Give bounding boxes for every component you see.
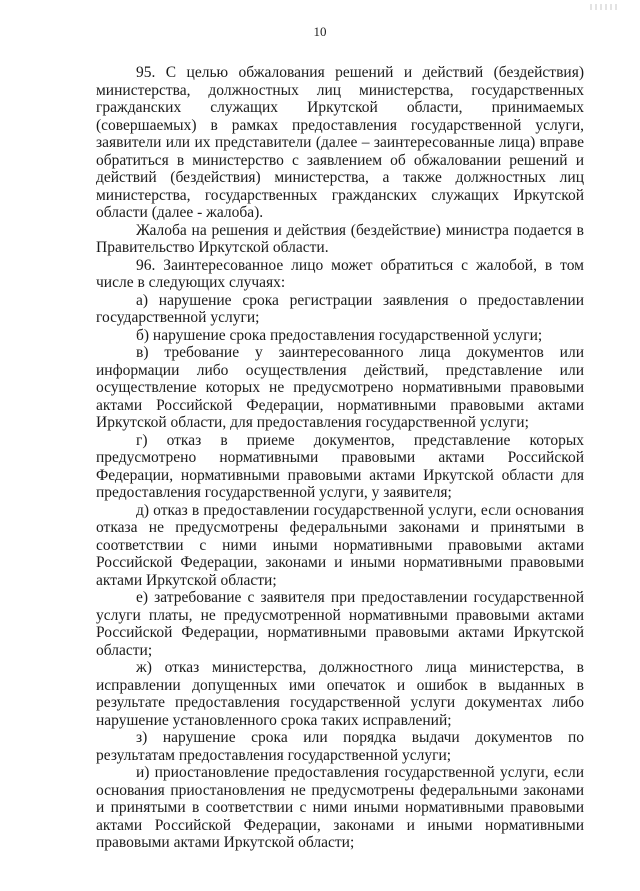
list-item-g: г) отказ в приеме документов, представление которых предусмотрено нормативными правовыми актами Российской Федерации, нормативными правовыми актами Иркутской области для предоставления государственной услуги, у заявителя; <box>96 431 584 501</box>
paragraph-96: 96. Заинтересованное лицо может обратиться с жалобой, в том числе в следующих случаях: <box>96 256 584 291</box>
list-item-e: е) затребование с заявителя при предоставлении государственной услуги платы, не предусмотренной нормативными правовыми актами Российской Федерации, нормативными правовыми актами Иркутской области; <box>96 589 584 659</box>
document-body <box>96 64 584 852</box>
list-item-a: а) нарушение срока регистрации заявления о предоставлении государственной услуги; <box>96 291 584 326</box>
page-number: 10 <box>313 24 327 39</box>
list-item-v: в) требование у заинтересованного лица документов или информации либо осуществления действий, представление или осуществление которых не предусмотрено нормативными правовыми актами Российской Федерации, нормативными правовыми актами Иркутской области, для предоставления государственной услуги; <box>96 344 584 431</box>
list-item-d: д) отказ в предоставлении государственной услуги, если основания отказа не предусмотрены федеральными законами и принятыми в соответствии с ними иными нормативными правовыми актами Российской Федерации, законами и иными нормативными правовыми актами Иркутской области; <box>96 501 584 589</box>
list-item-b: б) нарушение срока предоставления государственной услуги; <box>136 326 543 344</box>
scan-artifact <box>590 4 618 10</box>
list-item-i: и) приостановление предоставления государственной услуги, если основания приостановления не предусмотрены федеральными законами и принятыми в соответствии с ними иными нормативными правовыми актами Российской Федерации, законами и иными нормативными правовыми актами Иркутской области; <box>96 764 584 851</box>
list-item-z: з) нарушение срока или порядка выдачи документов по результатам предоставления государственной услуги; <box>96 729 584 764</box>
paragraph-95: 95. С целью обжалования решений и действий (бездействия) министерства, должностных лиц министерства, государственных гражданских служащих Иркутской области, принимаемых (совершаемых) в рамках предоставления государственной услуги, заявители или их представители (далее – заинтересованные лица) вправе обратиться в министерство с заявлением об обжаловании решений и действий (бездействия) министерства, а также должностных лиц министерства, государственных гражданских служащих Иркутской области (далее - жалоба). <box>96 64 584 221</box>
list-item-zh: ж) отказ министерства, должностного лица министерства, в исправлении допущенных ими опечаток и ошибок в выданных в результате предоставления государственной услуги документах либо нарушение установленного срока таких исправлений; <box>96 659 584 729</box>
paragraph-minister-complaint: Жалоба на решения и действия (бездействие) министра подается в Правительство Иркутской области. <box>96 221 584 256</box>
